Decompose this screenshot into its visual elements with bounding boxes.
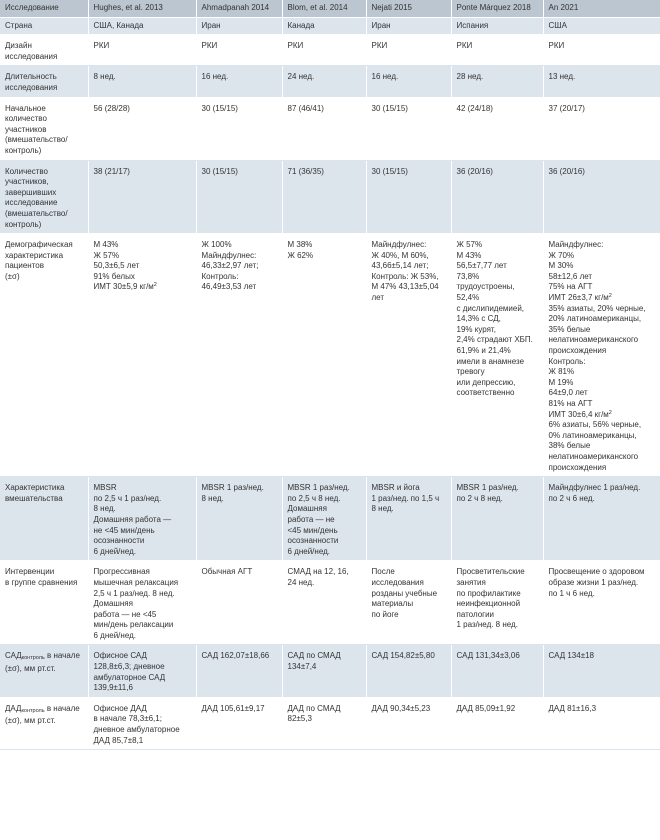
header-ponte-marquez-2018: Ponte Márquez 2018 [451, 0, 543, 17]
table-cell: 16 нед. [366, 66, 451, 97]
table-cell: США, Канада [88, 17, 196, 35]
row-label: Демографическая характеристика пациентов (±σ) [0, 234, 88, 477]
header-blom-2014: Blom, et al. 2014 [282, 0, 366, 17]
row-dbp-baseline [0, 697, 660, 749]
table-cell: MBSR и йога 1 раз/нед. по 1,5 ч 8 нед. [366, 477, 451, 561]
header-ahmadpanah-2014: Ahmadpanah 2014 [196, 0, 282, 17]
table-cell: Испания [451, 17, 543, 35]
table-cell: 16 нед. [196, 66, 282, 97]
table-cell: 71 (36/35) [282, 160, 366, 234]
table-cell: ДАД 105,61±9,17 [196, 697, 282, 749]
table-cell: ДАД по СМАД 82±5,3 [282, 697, 366, 749]
table-cell: САД по СМАД 134±7,4 [282, 645, 366, 697]
row-label: Страна [0, 17, 88, 35]
table-cell: РКИ [451, 35, 543, 66]
table-cell: 30 (15/15) [196, 160, 282, 234]
table-cell: ДАД 85,09±1,92 [451, 697, 543, 749]
header-hughes-2013: Hughes, et al. 2013 [88, 0, 196, 17]
row-initial-participants [0, 97, 660, 160]
table-cell: 24 нед. [282, 66, 366, 97]
header-study: Исследование [0, 0, 88, 17]
table-cell: РКИ [366, 35, 451, 66]
table-cell: Иран [366, 17, 451, 35]
table-cell: MBSR 1 раз/нед. 8 нед. [196, 477, 282, 561]
header-an-2021: An 2021 [543, 0, 660, 17]
table-cell: MBSR по 2,5 ч 1 раз/нед. 8 нед. Домашняя работа — не <45 мин/день осознанности 6 дней/нед. [88, 477, 196, 561]
row-label: Длительность исследования [0, 66, 88, 97]
table-cell: После исследования розданы учебные материалы по йоге [366, 561, 451, 645]
table-cell: М 43% Ж 57% 50,3±6,5 лет 91% белых ИМТ 30±5,9 $кг/м^2$ [88, 234, 196, 477]
table-cell: 30 (15/15) [366, 160, 451, 234]
superscript: 2 [153, 282, 157, 289]
table-cell: США [543, 17, 660, 35]
table-cell: Прогрессивная мышечная релаксация 2,5 ч 1 раз/нед. 8 нед. Домашняя работа — не <45 мин/день релаксации 6 дней/нед. [88, 561, 196, 645]
table-cell: 28 нед. [451, 66, 543, 97]
header-nejati-2015: Nejati 2015 [366, 0, 451, 17]
row-label-prefix: ДАД [5, 703, 22, 713]
table-cell: 38 (21/17) [88, 160, 196, 234]
table-cell: 42 (24/18) [451, 97, 543, 160]
table-cell: 37 (20/17) [543, 97, 660, 160]
table-cell: СМАД на 12, 16, 24 нед. [282, 561, 366, 645]
row-design [0, 35, 660, 66]
row-demographics [0, 234, 660, 477]
table-cell: 8 нед. [88, 66, 196, 97]
row-label: Количество участников, завершивших исследование (вмешательство/ контроль) [0, 160, 88, 234]
table-cell: РКИ [196, 35, 282, 66]
table-cell: 36 (20/16) [451, 160, 543, 234]
row-label-subscript: контроль [21, 655, 45, 662]
table-cell: САД 131,34±3,06 [451, 645, 543, 697]
row-label [0, 697, 88, 749]
table-cell: САД 134±18 [543, 645, 660, 697]
table-cell: 56 (28/28) [88, 97, 196, 160]
table-cell: MBSR 1 раз/нед. по 2,5 ч 8 нед. Домашняя работа — не <45 мин/день осознанности 6 дней/нед. [282, 477, 366, 561]
table-cell: Офисное ДАД в начале 78,3±6,1; дневное амбулаторное ДАД 85,7±8,1 [88, 697, 196, 749]
table-cell: РКИ [282, 35, 366, 66]
row-intervention [0, 477, 660, 561]
table-cell: М 38% Ж 62% [282, 234, 366, 477]
superscript: 2 [608, 293, 612, 300]
table-cell: Майндфулнес: Ж 70% М 30% 58±12,6 лет 75% на АГТ ИМТ 26±3,7 $кг/м^2$ 35% азиаты, 20% черные, 20% латиноамериканцы, 35% белые нелатиноамериканского происхождения Контроль: Ж 81% М 19% 64±9,0 лет 81% на АГТ ИМТ 30±6,4 $кг/м^2$ 6% азиаты, 56% черные, 0% латиноамериканцы, 38% белые нелатиноамериканского происхождения [543, 234, 660, 477]
table-cell: MBSR 1 раз/нед. по 2 ч 8 нед. [451, 477, 543, 561]
row-label-subscript: контроль [21, 707, 45, 714]
row-comparison [0, 561, 660, 645]
row-label-prefix: САД [5, 651, 22, 661]
table-header-row [0, 0, 660, 17]
table-cell: ДАД 90,34±5,23 [366, 697, 451, 749]
table-cell: Майндфулнес: Ж 40%, М 60%, 43,66±5,14 лет; Контроль: Ж 53%, М 47% 43,13±5,04 лет [366, 234, 451, 477]
row-sbp-baseline [0, 645, 660, 697]
table-cell: Просвещение о здоровом образе жизни 1 раз/нед. по 1 ч 6 нед. [543, 561, 660, 645]
row-label [0, 645, 88, 697]
table-cell: 36 (20/16) [543, 160, 660, 234]
row-country [0, 17, 660, 35]
row-label: Дизайн исследования [0, 35, 88, 66]
superscript: 2 [608, 409, 612, 416]
table-cell: 13 нед. [543, 66, 660, 97]
table-cell: Майндфулнес 1 раз/нед. по 2 ч 6 нед. [543, 477, 660, 561]
table-cell: ДАД 81±16,3 [543, 697, 660, 749]
row-label: Начальное количество участников (вмешательство/ контроль) [0, 97, 88, 160]
table-cell: РКИ [543, 35, 660, 66]
table-cell: 30 (15/15) [366, 97, 451, 160]
table-cell: САД 154,82±5,80 [366, 645, 451, 697]
table-cell: Просветительские занятия по профилактике неинфекционной патологии 1 раз/нед. 8 нед. [451, 561, 543, 645]
row-label: Интервенции в группе сравнения [0, 561, 88, 645]
table-cell: Офисное САД 128,8±6,3; дневное амбулаторное САД 139,9±11,6 [88, 645, 196, 697]
table-cell: РКИ [88, 35, 196, 66]
row-label-suffix: в начале (±σ), мм рт.ст. [5, 703, 80, 726]
table-cell: Ж 57% М 43% 56,5±7,77 лет 73,8% трудоустроены, 52,4% с дислипидемией, 14,3% с СД, 19% курят, 2,4% страдают ХБП. 61,9% и 21,4% имели в анамнезе тревогу или депрессию, соответственно [451, 234, 543, 477]
table-cell: САД 162,07±18,66 [196, 645, 282, 697]
row-label: Характеристика вмешательства [0, 477, 88, 561]
table-cell: 30 (15/15) [196, 97, 282, 160]
row-label-suffix: в начале (±σ), мм рт.ст. [5, 651, 80, 674]
table-cell: 87 (46/41) [282, 97, 366, 160]
table-cell: Иран [196, 17, 282, 35]
table-cell: Канада [282, 17, 366, 35]
row-duration [0, 66, 660, 97]
row-completed-participants [0, 160, 660, 234]
table-cell: Ж 100% Майндфулнес: 46,33±2,97 лет; Контроль: 46,49±3,53 лет [196, 234, 282, 477]
table-cell: Обычная АГТ [196, 561, 282, 645]
